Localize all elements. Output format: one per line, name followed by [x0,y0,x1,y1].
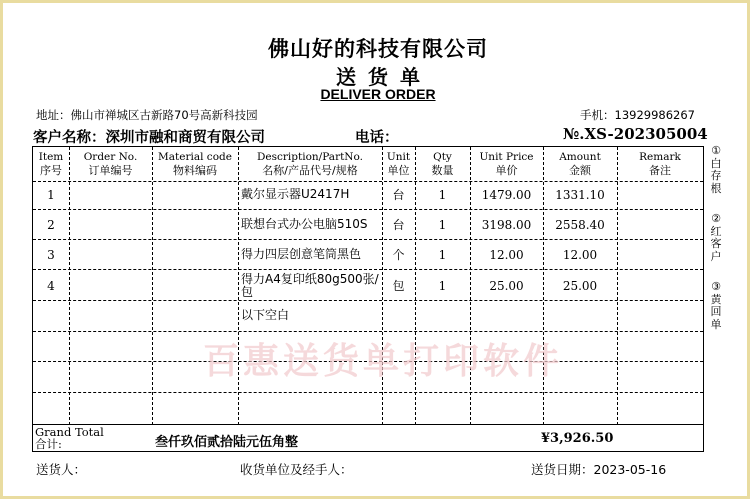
row4-amount: 25.00 [562,278,598,293]
customer-name: 客户名称：深圳市融和商贸有限公司 [33,130,265,146]
company-name: 佛山好的科技有限公司 [268,36,488,61]
row2-price: 3198.00 [481,217,532,232]
row3-price: 12.00 [489,247,524,262]
grand-total-label: Grand Total 合计: [35,425,104,451]
row2-description: 联想台式办公电脑510S [241,217,368,231]
col-header-item: Item 序号 [38,151,64,177]
customer-tel-label: 电话： [355,130,399,146]
footer-sender: 送货人： [36,462,87,477]
blank-below-note: 以下空白 [241,308,290,322]
items-table [32,146,704,452]
row4-item: 4 [47,278,55,293]
row1-amount: 1331.10 [555,187,605,202]
grand-total-words: 叁仟玖佰贰拾陆元伍角整 [155,435,299,450]
row2-qty: 1 [438,217,447,232]
side-note-yellow-copy: ③黄回单 [710,280,722,331]
row1-unit: 台 [392,188,405,202]
english-title: DELIVER ORDER [320,86,436,102]
col-header-amount: Amount 金额 [559,151,601,177]
col-header-order-no: Order No. 订单编号 [83,151,138,177]
row1-description: 戴尔显示器U2417H [241,187,350,201]
row3-item: 3 [47,247,55,262]
company-phone: 手机：13929986267 [580,108,695,122]
col-header-remark: Remark 备注 [639,151,681,177]
row2-unit: 台 [392,218,405,232]
col-header-description: Description/PartNo. 名称/产品代号/规格 [257,151,363,177]
document-number: №.XS-202305004 [563,125,708,143]
col-header-unit-price: Unit Price 单价 [479,151,534,177]
watermark: 百惠送货单打印软件 [202,341,563,382]
company-address: 地址：佛山市禅城区古新路70号高新科技园 [36,108,258,122]
row4-price: 25.00 [489,278,524,293]
row2-amount: 2558.40 [555,217,605,232]
col-header-qty: Qty 数量 [431,151,454,177]
footer-receiver: 收货单位及经手人： [240,462,353,477]
col-header-material-code: Material code 物料编码 [158,151,232,177]
side-note-red-copy: ②红客户 [710,212,722,263]
row3-qty: 1 [438,247,447,262]
col-header-unit: Unit 单位 [386,151,411,177]
row3-amount: 12.00 [562,247,598,262]
row1-item: 1 [47,187,55,202]
row2-item: 2 [47,217,55,232]
row3-unit: 个 [392,248,405,262]
row4-qty: 1 [438,278,447,293]
document-subtitle: 送货单 [336,65,432,89]
row4-description: 得力A4复印纸80g500张/包 [241,271,379,299]
side-note-white-copy: ①白存根 [710,144,722,195]
row1-price: 1479.00 [481,187,532,202]
row1-qty: 1 [438,187,447,202]
grand-total-amount: ¥3,926.50 [541,431,614,446]
footer-date: 送货日期：2023-05-16 [531,462,667,477]
row3-description: 得力四层创意笔筒黑色 [241,247,362,261]
row4-unit: 包 [392,279,405,293]
